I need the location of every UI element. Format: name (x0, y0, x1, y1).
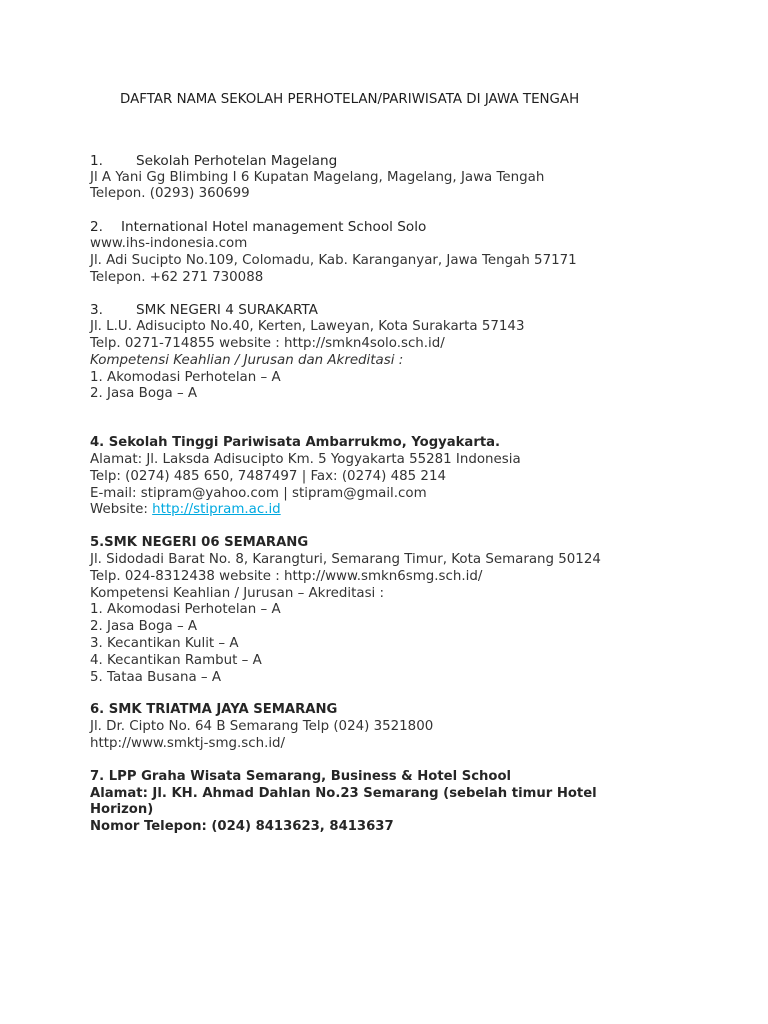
school-6-website: http://www.smktj-smg.sch.id/ (90, 735, 286, 751)
school-6-heading: 6. SMK TRIATMA JAYA SEMARANG (90, 702, 338, 718)
school-4 (90, 435, 730, 519)
school-2-website: www.ihs-indonesia.com (90, 235, 248, 251)
school-5 (90, 535, 730, 686)
school-4-heading: 4. Sekolah Tinggi Pariwisata Ambarrukmo, Yogyakarta. (90, 435, 501, 451)
school-7-heading: 7. LPP Graha Wisata Semarang, Business & Hotel School (90, 768, 512, 784)
document-page (90, 92, 730, 836)
school-3-address: Jl. L.U. Adisucipto No.40, Kerten, Laweyan, Kota Surakarta 57143 (90, 319, 525, 335)
school-5-competency-item: 3. Kecantikan Kulit – A (90, 635, 239, 651)
school-4-website-label: Website: (90, 502, 153, 518)
school-1-heading (90, 153, 730, 170)
school-5-competency-item: 2. Jasa Boga – A (90, 619, 198, 635)
school-1 (90, 153, 730, 203)
school-4-email: E-mail: stipram@yahoo.com | stipram@gmail.com (90, 485, 427, 501)
school-2-phone: Telepon. +62 271 730088 (90, 269, 264, 285)
school-3-name: SMK NEGERI 4 SURAKARTA (136, 302, 318, 319)
school-4-address: Alamat: Jl. Laksda Adisucipto Km. 5 Yogyakarta 55281 Indonesia (90, 451, 521, 467)
school-3 (90, 302, 730, 403)
school-4-website-link[interactable]: http://stipram.ac.id (152, 502, 281, 518)
school-5-competency-item: 5. Tataa Busana – A (90, 669, 222, 685)
school-3-competency-item: 2. Jasa Boga – A (90, 386, 198, 402)
school-1-phone: Telepon. (0293) 360699 (90, 186, 250, 202)
school-2 (90, 219, 730, 286)
school-5-heading: 5.SMK NEGERI 06 SEMARANG (90, 535, 309, 551)
school-3-competency-item: 1. Akomodasi Perhotelan – A (90, 369, 281, 385)
school-1-number: 1. (90, 152, 103, 169)
school-6 (90, 702, 730, 752)
school-1-name: Sekolah Perhotelan Magelang (136, 152, 338, 169)
school-7 (90, 769, 730, 836)
school-7-phone: Nomor Telepon: (024) 8413623, 8413637 (90, 819, 394, 835)
school-3-competency-label: Kompetensi Keahlian / Jurusan dan Akreditasi : (90, 352, 404, 368)
school-5-contact: Telp. 024-8312438 website : http://www.smkn6smg.sch.id/ (90, 568, 483, 584)
school-3-number: 3. (90, 302, 103, 319)
school-2-address: Jl. Adi Sucipto No.109, Colomadu, Kab. Karanganyar, Jawa Tengah 57171 (90, 252, 577, 268)
school-5-competency-label: Kompetensi Keahlian / Jurusan – Akreditasi : (90, 585, 385, 601)
school-5-competency-item: 4. Kecantikan Rambut – A (90, 652, 262, 668)
school-2-heading (90, 219, 730, 236)
school-5-competency-item: 1. Akomodasi Perhotelan – A (90, 602, 281, 618)
school-6-address: Jl. Dr. Cipto No. 64 B Semarang Telp (024) 3521800 (90, 719, 434, 735)
school-4-website-row (90, 502, 730, 519)
school-3-contact: Telp. 0271-714855 website : http://smkn4solo.sch.id/ (90, 335, 445, 351)
document-title: DAFTAR NAMA SEKOLAH PERHOTELAN/PARIWISATA DI JAWA TENGAH (120, 92, 580, 107)
school-1-address: Jl A Yani Gg Blimbing I 6 Kupatan Magelang, Magelang, Jawa Tengah (90, 169, 545, 185)
school-2-number: 2. (90, 219, 103, 236)
school-5-address: Jl. Sidodadi Barat No. 8, Karangturi, Semarang Timur, Kota Semarang 50124 (90, 551, 601, 567)
school-3-heading (90, 302, 730, 319)
school-2-name: International Hotel management School Solo (121, 219, 427, 236)
school-7-address: Alamat: Jl. KH. Ahmad Dahlan No.23 Semarang (sebelah timur Hotel Horizon) (90, 785, 597, 818)
school-4-phone-fax: Telp: (0274) 485 650, 7487497 | Fax: (0274) 485 214 (90, 468, 446, 484)
